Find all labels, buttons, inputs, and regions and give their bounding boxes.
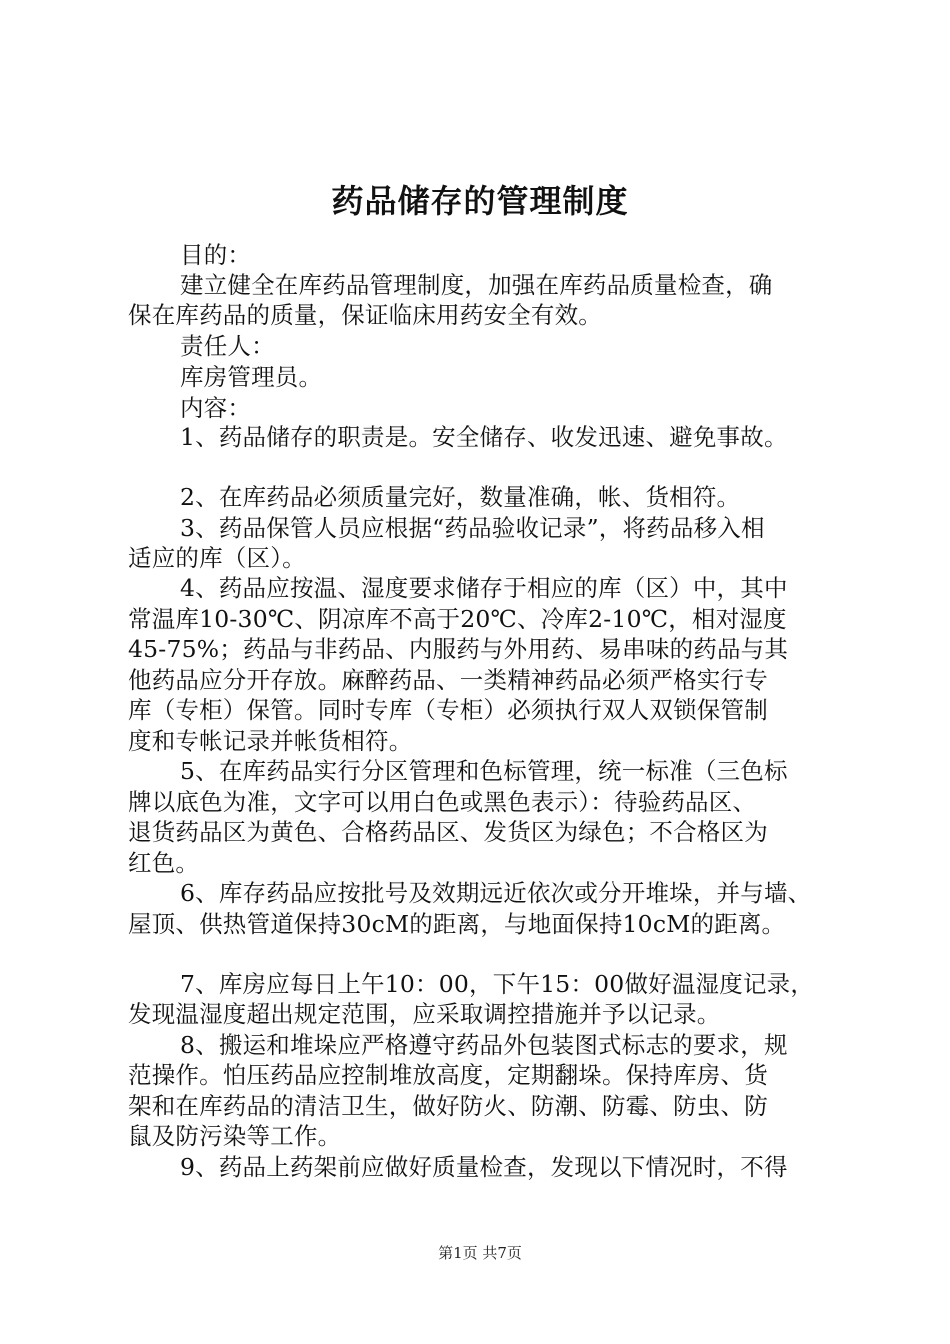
paragraph-line: 建立健全在库药品管理制度，加强在库药品质量检查，确 (180, 271, 773, 299)
paragraph-line: 9、药品上药架前应做好质量检查，发现以下情况时，不得 (180, 1153, 788, 1181)
paragraph-line: 45-75%；药品与非药品、内服药与外用药、易串味的药品与其 (128, 635, 789, 663)
paragraph-line: 3、药品保管人员应根据“药品验收记录”，将药品移入相 (180, 514, 765, 542)
paragraph-line: 红色。 (128, 849, 200, 877)
paragraph-line: 发现温湿度超出规定范围，应采取调控措施并予以记录。 (128, 1000, 721, 1028)
paragraph-line: 库（专柜）保管。同时专库（专柜）必须执行双人双锁保管制 (128, 696, 768, 724)
document-title: 药品储存的管理制度 (331, 182, 629, 220)
section-label-content: 内容： (180, 394, 252, 422)
paragraph-line: 牌以底色为准，文字可以用白色或黑色表示）：待验药品区、 (128, 788, 757, 816)
paragraph-line: 鼠及防污染等工作。 (128, 1122, 342, 1150)
paragraph-line: 2、在库药品必须质量完好，数量准确，帐、货相符。 (180, 483, 741, 511)
paragraph-line: 7、库房应每日上午10：00，下午15：00做好温湿度记录， (180, 970, 815, 998)
paragraph-line: 退货药品区为黄色、合格药品区、发货区为绿色；不合格区为 (128, 818, 768, 846)
paragraph-line: 6、库存药品应按批号及效期远近依次或分开堆垛，并与墙、 (180, 879, 812, 907)
paragraph-line: 1、药品储存的职责是。安全储存、收发迅速、避免事故。 (180, 423, 788, 451)
paragraph-line: 保在库药品的质量，保证临床用药安全有效。 (128, 301, 602, 329)
paragraph-line: 常温库10-30℃、阴凉库不高于20℃、冷库2-10℃，相对湿度 (128, 605, 787, 633)
paragraph-line: 库房管理员。 (180, 363, 323, 391)
paragraph-line: 屋顶、供热管道保持30cM的距离，与地面保持10cM的距离。 (128, 910, 786, 938)
paragraph-line: 范操作。怕压药品应控制堆放高度，定期翻垛。保持库房、货 (128, 1061, 768, 1089)
section-label-purpose: 目的： (180, 241, 252, 269)
paragraph-line: 4、药品应按温、湿度要求储存于相应的库（区）中，其中 (180, 574, 788, 602)
paragraph-line: 适应的库（区）。 (128, 544, 306, 572)
paragraph-line: 8、搬运和堆垛应严格遵守药品外包装图式标志的要求，规 (180, 1031, 788, 1059)
paragraph-line: 5、在库药品实行分区管理和色标管理，统一标准（三色标 (180, 757, 788, 785)
paragraph-line: 架和在库药品的清洁卫生，做好防火、防潮、防霉、防虫、防 (128, 1092, 768, 1120)
paragraph-line: 度和专帐记录并帐货相符。 (128, 727, 413, 755)
page-number-footer: 第1页 共7页 (438, 1244, 522, 1262)
section-label-responsible: 责任人： (180, 332, 275, 360)
paragraph-line: 他药品应分开存放。麻醉药品、一类精神药品必须严格实行专 (128, 666, 768, 694)
